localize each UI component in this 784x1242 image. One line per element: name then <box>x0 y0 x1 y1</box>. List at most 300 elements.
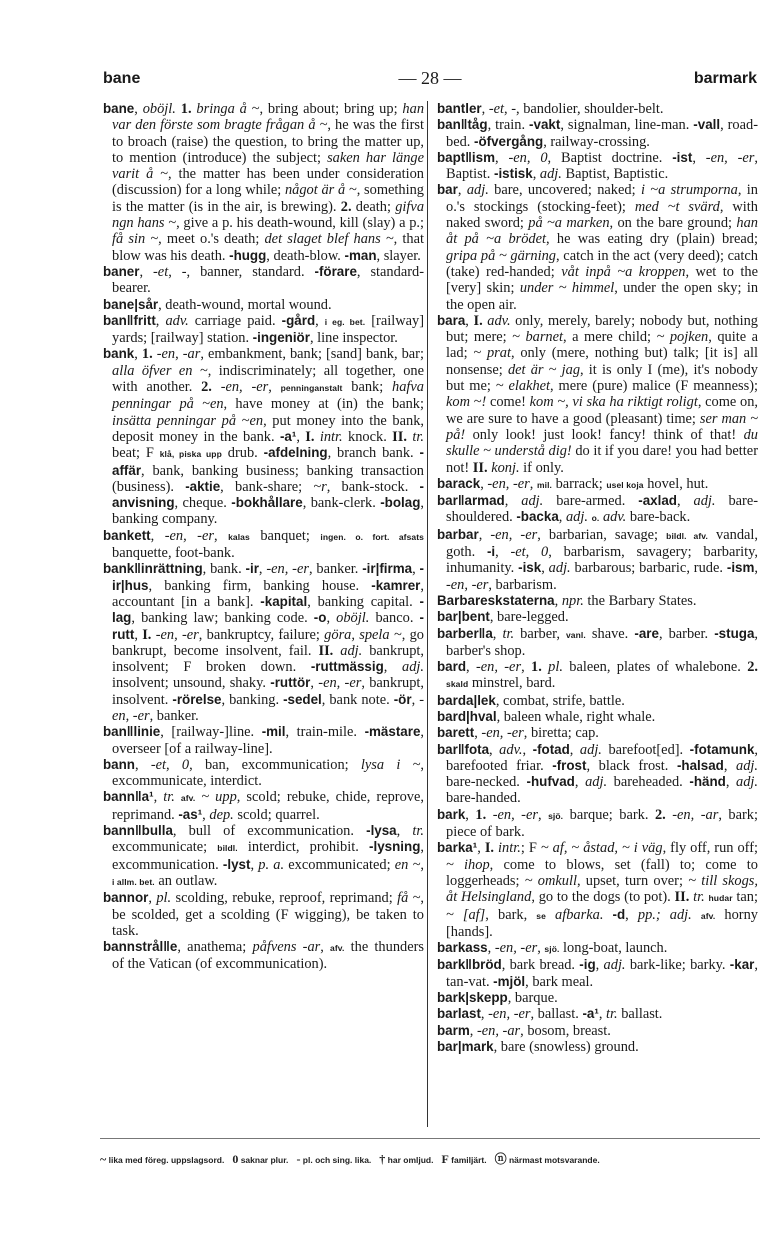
italic-text: adj. <box>521 493 544 510</box>
definition-text: , he was the first to broach (raise) the question, to bring the matter up, to mention (introduce) the subject; <box>112 117 424 166</box>
definition-text: , be scolded, get a scolding (F wigging), be taken to task. <box>112 890 425 939</box>
dictionary-entry <box>103 823 424 890</box>
definition-text: , <box>135 756 151 773</box>
dictionary-entry <box>437 609 758 625</box>
dictionary-entry <box>437 493 758 527</box>
abbreviation-legend <box>100 1150 760 1167</box>
definition-text: , death-wound, mortal wound. <box>158 296 332 313</box>
italic-text: adv. <box>487 312 511 329</box>
definition-text: barrack; <box>552 475 607 492</box>
italic-text: -ar <box>182 346 201 363</box>
italic-text: -en, -ar <box>476 1022 521 1039</box>
headword: -isk <box>518 560 542 576</box>
headword: barka¹ <box>437 840 478 856</box>
definition-text: , death-blow. <box>266 247 345 264</box>
definition-text: , <box>296 428 306 445</box>
italic-text: -en, -ar <box>672 806 719 823</box>
dictionary-entry <box>437 117 758 150</box>
headword: -fotamunk <box>689 741 755 757</box>
headword: bann‖bulla <box>103 823 173 839</box>
italic-text: -en, -er <box>492 806 538 823</box>
definition-text: the Barbary States. <box>583 592 697 609</box>
dictionary-entry <box>437 593 758 609</box>
definition-text: , line inspector. <box>309 330 398 347</box>
definition-text: , wet to the [very] skin; <box>446 263 759 297</box>
definition-text: , <box>134 626 143 643</box>
sense-number: 1. <box>531 659 542 676</box>
headword: barber‖a <box>437 625 493 641</box>
small-label: bildl. afv. <box>666 530 708 541</box>
headword: -ör <box>393 691 412 707</box>
italic-text: adj. <box>539 166 562 183</box>
definition-text: , <box>477 840 485 857</box>
italic-text: adj. <box>693 493 716 510</box>
headword: Barbareskstaterna <box>437 592 555 608</box>
sense-number: II. <box>392 428 407 445</box>
dictionary-entry <box>103 313 424 347</box>
definition-text: , bankrupt, insolvent. <box>112 675 424 708</box>
definition-text: , accountant [in a bank]. <box>112 577 424 610</box>
sense-number: 1. <box>475 806 487 823</box>
italic-text: -et <box>153 263 169 280</box>
definition-text: , banking firm, banking house. <box>148 577 372 594</box>
italic-text: adj. <box>579 741 602 758</box>
dictionary-entry <box>437 807 758 841</box>
definition-text: scold; quarrel. <box>233 806 320 823</box>
headword: ban‖fritt <box>103 312 156 328</box>
headword: barack <box>437 475 481 491</box>
headword: -ig <box>579 957 596 973</box>
definition-text: , anathema; <box>177 939 253 956</box>
headword: -mil <box>261 724 286 740</box>
small-label: afv. <box>330 943 345 954</box>
italic-text: -en, -er <box>705 149 755 166</box>
headword: bard <box>437 659 467 675</box>
definition-text: , overseer [of a railway-line]. <box>112 724 424 757</box>
headword: bark‖bröd <box>437 957 502 973</box>
legend-symbol: ⓝ <box>494 1152 507 1166</box>
definition-text: , <box>139 263 154 280</box>
italic-text: ~ upp <box>201 789 237 806</box>
headword: -o <box>313 610 327 626</box>
headword: -backa <box>516 509 559 525</box>
italic-text: -et, 0 <box>150 756 190 773</box>
italic-text: adj. <box>402 659 424 676</box>
definition-text: , <box>529 475 537 492</box>
definition-text: , <box>754 560 759 577</box>
definition-text: , <box>268 379 281 396</box>
definition-text: an outlaw. <box>154 872 218 889</box>
italic-text: adj. <box>466 182 489 199</box>
definition-text: carriage paid. <box>188 312 282 329</box>
dictionary-entry <box>437 1006 758 1022</box>
small-label: sjö. <box>548 810 564 821</box>
headword: -förare <box>314 263 357 279</box>
dictionary-entry <box>437 476 758 493</box>
definition-text: bare-armed. <box>543 493 639 510</box>
small-label: afv. <box>180 793 196 804</box>
definition-text: bare, uncovered; naked; <box>488 182 641 199</box>
definition-text: , bare (snowless) ground. <box>493 1038 639 1055</box>
italic-text: -en, -er <box>487 475 530 492</box>
italic-text: oböjl. <box>336 610 370 627</box>
definition-text: , go to the dogs (to pot). <box>531 889 675 906</box>
definition-text: , [railway-]line. <box>160 724 262 741</box>
italic-text: saken har länge varit å ~ <box>112 149 424 183</box>
italic-text: pp.; adj. <box>637 906 692 923</box>
column-divider <box>427 101 428 1127</box>
italic-text: -en, -er <box>481 725 524 742</box>
definition-text: , banking law; banking code. <box>131 610 314 627</box>
dictionary-entry <box>437 1023 758 1039</box>
definition-text: , slayer. <box>376 247 421 264</box>
headword: -lysning <box>369 839 421 855</box>
headword: -ir <box>245 561 259 577</box>
footer-rule <box>100 1138 760 1139</box>
headword: -man <box>344 247 377 263</box>
definition-text: bare-necked. <box>446 774 527 791</box>
definition-text: shave. <box>585 625 635 642</box>
definition-text: , barbarism. <box>488 576 557 593</box>
definition-text: , <box>598 1006 607 1023</box>
dictionary-entry <box>103 757 424 790</box>
definition-text: , bare-legged. <box>489 609 569 626</box>
definition-text: , barbarism, savagery; barbarity, inhumanity. <box>446 544 758 577</box>
definition-text: , mere (pure) malice (F meanness); <box>550 378 758 395</box>
definition-text: the thunders of the Vatican (of excommunication). <box>112 939 424 973</box>
headword: -are <box>634 625 659 641</box>
definition-text: , railway-crossing. <box>543 133 650 150</box>
headword: -ism <box>726 560 755 576</box>
headword: -halsad <box>676 757 724 773</box>
running-head-last-word: barmark <box>693 70 757 87</box>
definition-text: tan; <box>732 889 758 906</box>
dictionary-entry <box>437 101 758 117</box>
italic-text: -en, 0 <box>508 149 548 166</box>
legend-symbol: F <box>441 1152 449 1166</box>
headword: -gård <box>281 312 316 328</box>
small-label: mil. <box>536 479 552 490</box>
definition-text: , <box>411 691 420 708</box>
headword: bane <box>103 101 135 116</box>
dictionary-entry <box>437 957 758 990</box>
headword: -vall <box>693 117 721 133</box>
definition-text: , something is the matter (is in the air, is brewing). <box>112 182 424 215</box>
headword: barm <box>437 1022 470 1038</box>
italic-text: göra, spela ~ <box>324 626 402 643</box>
definition-text: , <box>310 675 319 692</box>
italic-text: tr. <box>606 1006 618 1023</box>
definition-text: , have money at (in) the bank; <box>223 396 424 413</box>
small-label: sjö. <box>544 944 560 955</box>
italic-text: -en, -er <box>266 561 309 578</box>
definition-text: excommunicate; <box>112 839 218 856</box>
definition-text: horny [hands]. <box>446 906 758 940</box>
definition-text: insolvent; unsound, shaky. <box>112 675 271 692</box>
dictionary-entry <box>437 693 758 709</box>
headword: bar <box>437 182 458 198</box>
italic-text: hafva penningar på ~en <box>112 379 425 413</box>
headword: -rörelse <box>172 691 222 707</box>
running-head-first-word: bane <box>103 70 141 87</box>
italic-text: ~ omkull <box>524 872 577 889</box>
headword: -mästare <box>364 724 421 740</box>
definition-text: , <box>466 659 476 676</box>
headword: -öfvergång <box>473 133 544 149</box>
definition-text: , bark, <box>485 906 537 923</box>
italic-text: adv. <box>165 312 189 329</box>
small-label: bildl. <box>217 843 238 854</box>
legend-symbol: ~ <box>100 1152 107 1166</box>
legend-symbol: 0 <box>232 1152 239 1166</box>
italic-text: adv. <box>602 509 627 526</box>
italic-text: oböjl. <box>142 101 176 117</box>
definition-text: bareheaded. <box>607 774 690 791</box>
headword: bane|sår <box>103 296 159 312</box>
italic-text: adj. <box>585 774 608 791</box>
italic-text: ~ barnet <box>512 329 564 346</box>
headword: -mjöl <box>493 973 526 989</box>
headword: bann‖a¹ <box>103 789 154 805</box>
italic-text: tr. <box>412 823 424 840</box>
definition-text: , train. <box>487 117 530 134</box>
headword: barda|lek <box>437 692 496 708</box>
definition-text <box>692 907 701 923</box>
headword: -rutt <box>112 610 424 642</box>
headword: -ruttör <box>270 675 311 691</box>
definition-text: bare-shouldered. <box>446 493 758 526</box>
left-column <box>103 101 424 973</box>
definition-text: barber, <box>514 625 566 642</box>
italic-text: afbarka. <box>555 906 604 923</box>
definition-text: , <box>504 493 522 510</box>
definition-text: , <box>723 757 736 774</box>
definition-text: , -, bandolier, shoulder-belt. <box>504 101 664 117</box>
headword: bann <box>103 756 135 772</box>
definition-text: , under the open sky; in the open air. <box>446 280 759 313</box>
italic-text: gifva ngn hans ~ <box>112 198 425 232</box>
italic-text: han åt på ~a brödet <box>446 215 758 248</box>
definition-text: , <box>569 741 580 758</box>
small-label: penninganstalt <box>280 383 343 394</box>
definition-text: , <box>320 939 331 956</box>
italic-text: -en, -er <box>155 626 199 643</box>
definition-text: , -, banner, standard. <box>168 263 315 280</box>
headword: barkass <box>437 940 488 956</box>
headword: -as¹ <box>178 806 203 822</box>
sense-number: 1. <box>141 346 153 363</box>
italic-text: adj. <box>603 957 626 974</box>
headword: -afdelning <box>263 445 328 461</box>
sense-number: II. <box>674 889 690 906</box>
definition-text: , train-mile. <box>285 724 365 741</box>
definition-text: , the matter has been under consideration (discussion) for a long while; <box>112 166 424 199</box>
definition-text: , <box>202 806 210 823</box>
definition-text: long-boat, launch. <box>559 940 668 957</box>
sense-number: 2. <box>747 659 759 676</box>
definition-text: , <box>480 475 488 492</box>
definition-text: , <box>396 823 413 840</box>
headword: bar|bent <box>437 609 490 625</box>
headword: barbar <box>437 526 479 542</box>
legend-symbol: † <box>379 1152 386 1166</box>
definition-text: , <box>554 592 562 609</box>
italic-text: ~r <box>313 478 327 495</box>
headword: bank <box>103 346 135 362</box>
definition-text: , <box>676 493 694 510</box>
definition-text: , <box>625 906 638 923</box>
definition-text: , quite a lad; <box>446 329 758 362</box>
definition-text: , <box>153 789 164 806</box>
italic-text: under ~ himmel <box>519 280 615 297</box>
legend-text: har omljud. <box>385 1155 434 1165</box>
headword: bannstrål‖e <box>103 939 178 955</box>
definition-text: , bank-stock. <box>326 478 420 495</box>
italic-text: adj. <box>736 774 759 791</box>
legend-text: närmast motsvarande. <box>506 1155 600 1165</box>
italic-text: på ~a marken <box>528 215 610 232</box>
italic-text: -et <box>488 101 505 117</box>
definition-text: , <box>469 1022 477 1039</box>
italic-text: dep. <box>209 806 234 823</box>
headword: -a¹ <box>279 428 297 444</box>
definition-text: ballast. <box>617 1006 663 1023</box>
dictionary-entry <box>437 709 758 725</box>
definition-text: , <box>492 625 503 642</box>
dictionary-entry <box>437 527 758 593</box>
definition-text: , <box>326 610 337 627</box>
definition-text: bare-handed. <box>446 790 521 807</box>
definition-text: knock. <box>342 428 393 445</box>
italic-text: ~ af, ~ åstad, ~ i väg <box>540 840 663 857</box>
definition-text: , banking capital. <box>307 593 420 610</box>
italic-text: tr. <box>412 428 424 445</box>
sense-number: II. <box>318 642 334 659</box>
definition-text: , put money into the bank, deposit money in the bank. <box>112 412 425 445</box>
definition-text: , <box>537 806 549 823</box>
definition-text: , standard-bearer. <box>112 263 424 297</box>
definition-text: , barber. <box>658 625 715 642</box>
italic-text: -en, -er <box>488 1006 531 1023</box>
definition-text: barefoot[ed]. <box>601 741 690 758</box>
italic-text: ~ elakhet <box>495 378 551 395</box>
headword: baner <box>103 263 140 279</box>
definition-text: , <box>315 312 325 329</box>
dictionary-entry <box>437 940 758 957</box>
definition-text: , branch bank. <box>327 445 420 462</box>
definition-text: , barbarian, savage; <box>537 526 667 543</box>
definition-text: , <box>495 149 509 166</box>
definition-text <box>212 379 221 395</box>
sense-number: I. <box>305 428 315 445</box>
definition-text: , tan-vat. <box>446 957 758 990</box>
headword: barett <box>437 725 475 741</box>
definition-text: come! <box>486 394 530 411</box>
definition-text: , bull of excommunication. <box>172 823 367 840</box>
small-label: vanl. <box>565 629 586 640</box>
definition-text: , give a p. his death-wound, kill (slay) a p.; <box>176 215 424 232</box>
definition-text: , <box>383 659 402 676</box>
definition-text <box>603 907 612 923</box>
definition-text: , in o.'s stockings (stocking-feet); <box>446 182 758 215</box>
definition-text: minstrel, bard. <box>468 675 556 692</box>
italic-text: adj. <box>340 642 363 659</box>
definition-text: , excommunicate, interdict. <box>112 756 424 790</box>
italic-text: tr. <box>163 789 175 806</box>
sense-number: I. <box>484 840 495 857</box>
sense-number: 2. <box>654 806 666 823</box>
definition-text: , <box>250 856 259 873</box>
definition-text: [railway] yards; [railway] station. <box>112 312 424 347</box>
definition-text: , banking company. <box>112 495 424 528</box>
definition-text: barbarous; barbaric, rude. <box>570 560 727 577</box>
headword: -hufvad <box>526 774 575 790</box>
definition-text: , combat, strife, battle. <box>495 692 625 709</box>
definition-text: only, merely, barely; nobody but, nothing but; mere; <box>446 312 758 346</box>
definition-text: , <box>481 101 489 117</box>
legend-text: saknar plur. <box>238 1155 289 1165</box>
headword: bark <box>437 806 466 822</box>
italic-text: lysa i ~ <box>360 756 421 773</box>
definition-text: , on the bare ground; <box>609 215 737 232</box>
italic-text: adj. <box>565 509 588 526</box>
small-label: i allm. bet. <box>112 876 155 887</box>
definition-text: , barefooted friar. <box>446 741 758 774</box>
italic-text: ~ ihop <box>446 856 490 873</box>
small-label: usel koja <box>606 479 644 490</box>
small-label: ingen. o. fort. afsats <box>320 531 424 542</box>
italic-text: en ~ <box>394 856 421 873</box>
dictionary-entry <box>437 1039 758 1055</box>
small-label: i eg. bet. <box>324 316 366 327</box>
definition-text: bark-like; barky. <box>625 957 730 974</box>
legend-text: pl. och sing. lika. <box>300 1155 372 1165</box>
definition-text: , bank-clerk. <box>302 495 381 512</box>
headword: -affär <box>112 445 424 478</box>
headword: -ruttmässig <box>310 659 384 675</box>
dictionary-entry <box>437 742 758 807</box>
small-label: o. <box>591 513 600 524</box>
definition-text: , <box>134 346 142 363</box>
headword: bar‖armad <box>437 493 505 509</box>
small-label: hudar <box>708 893 733 904</box>
definition-text: vandal, goth. <box>446 526 758 561</box>
headword: bar‖fota <box>437 741 490 757</box>
italic-text: -en, -er <box>446 576 489 593</box>
dictionary-entry <box>103 724 424 757</box>
headword: -lysa <box>366 823 397 839</box>
headword: bara <box>437 312 466 328</box>
definition-text: , <box>558 509 566 526</box>
definition-text: banco. <box>369 610 420 627</box>
headword: bar|mark <box>437 1038 494 1054</box>
definition-text: , <box>480 1006 489 1023</box>
definition-text: bankrupt, insolvent; F broken down. <box>112 642 424 676</box>
headword: ban‖linie <box>103 724 161 740</box>
dictionary-entry <box>437 840 758 940</box>
definition-text: , <box>474 725 482 742</box>
definition-text: , <box>537 940 545 957</box>
headword: -bolag <box>380 495 421 511</box>
italic-text: det slaget blef hans ~ <box>264 231 394 248</box>
definition-text: , bark bread. <box>501 957 580 974</box>
definition-text: , <box>574 774 586 791</box>
sense-number: I. <box>473 312 483 329</box>
headword: -lyst <box>222 856 251 872</box>
definition-text: , <box>541 560 549 577</box>
definition-text: , biretta; cap. <box>523 725 599 742</box>
definition-text: , banker. <box>308 561 363 578</box>
